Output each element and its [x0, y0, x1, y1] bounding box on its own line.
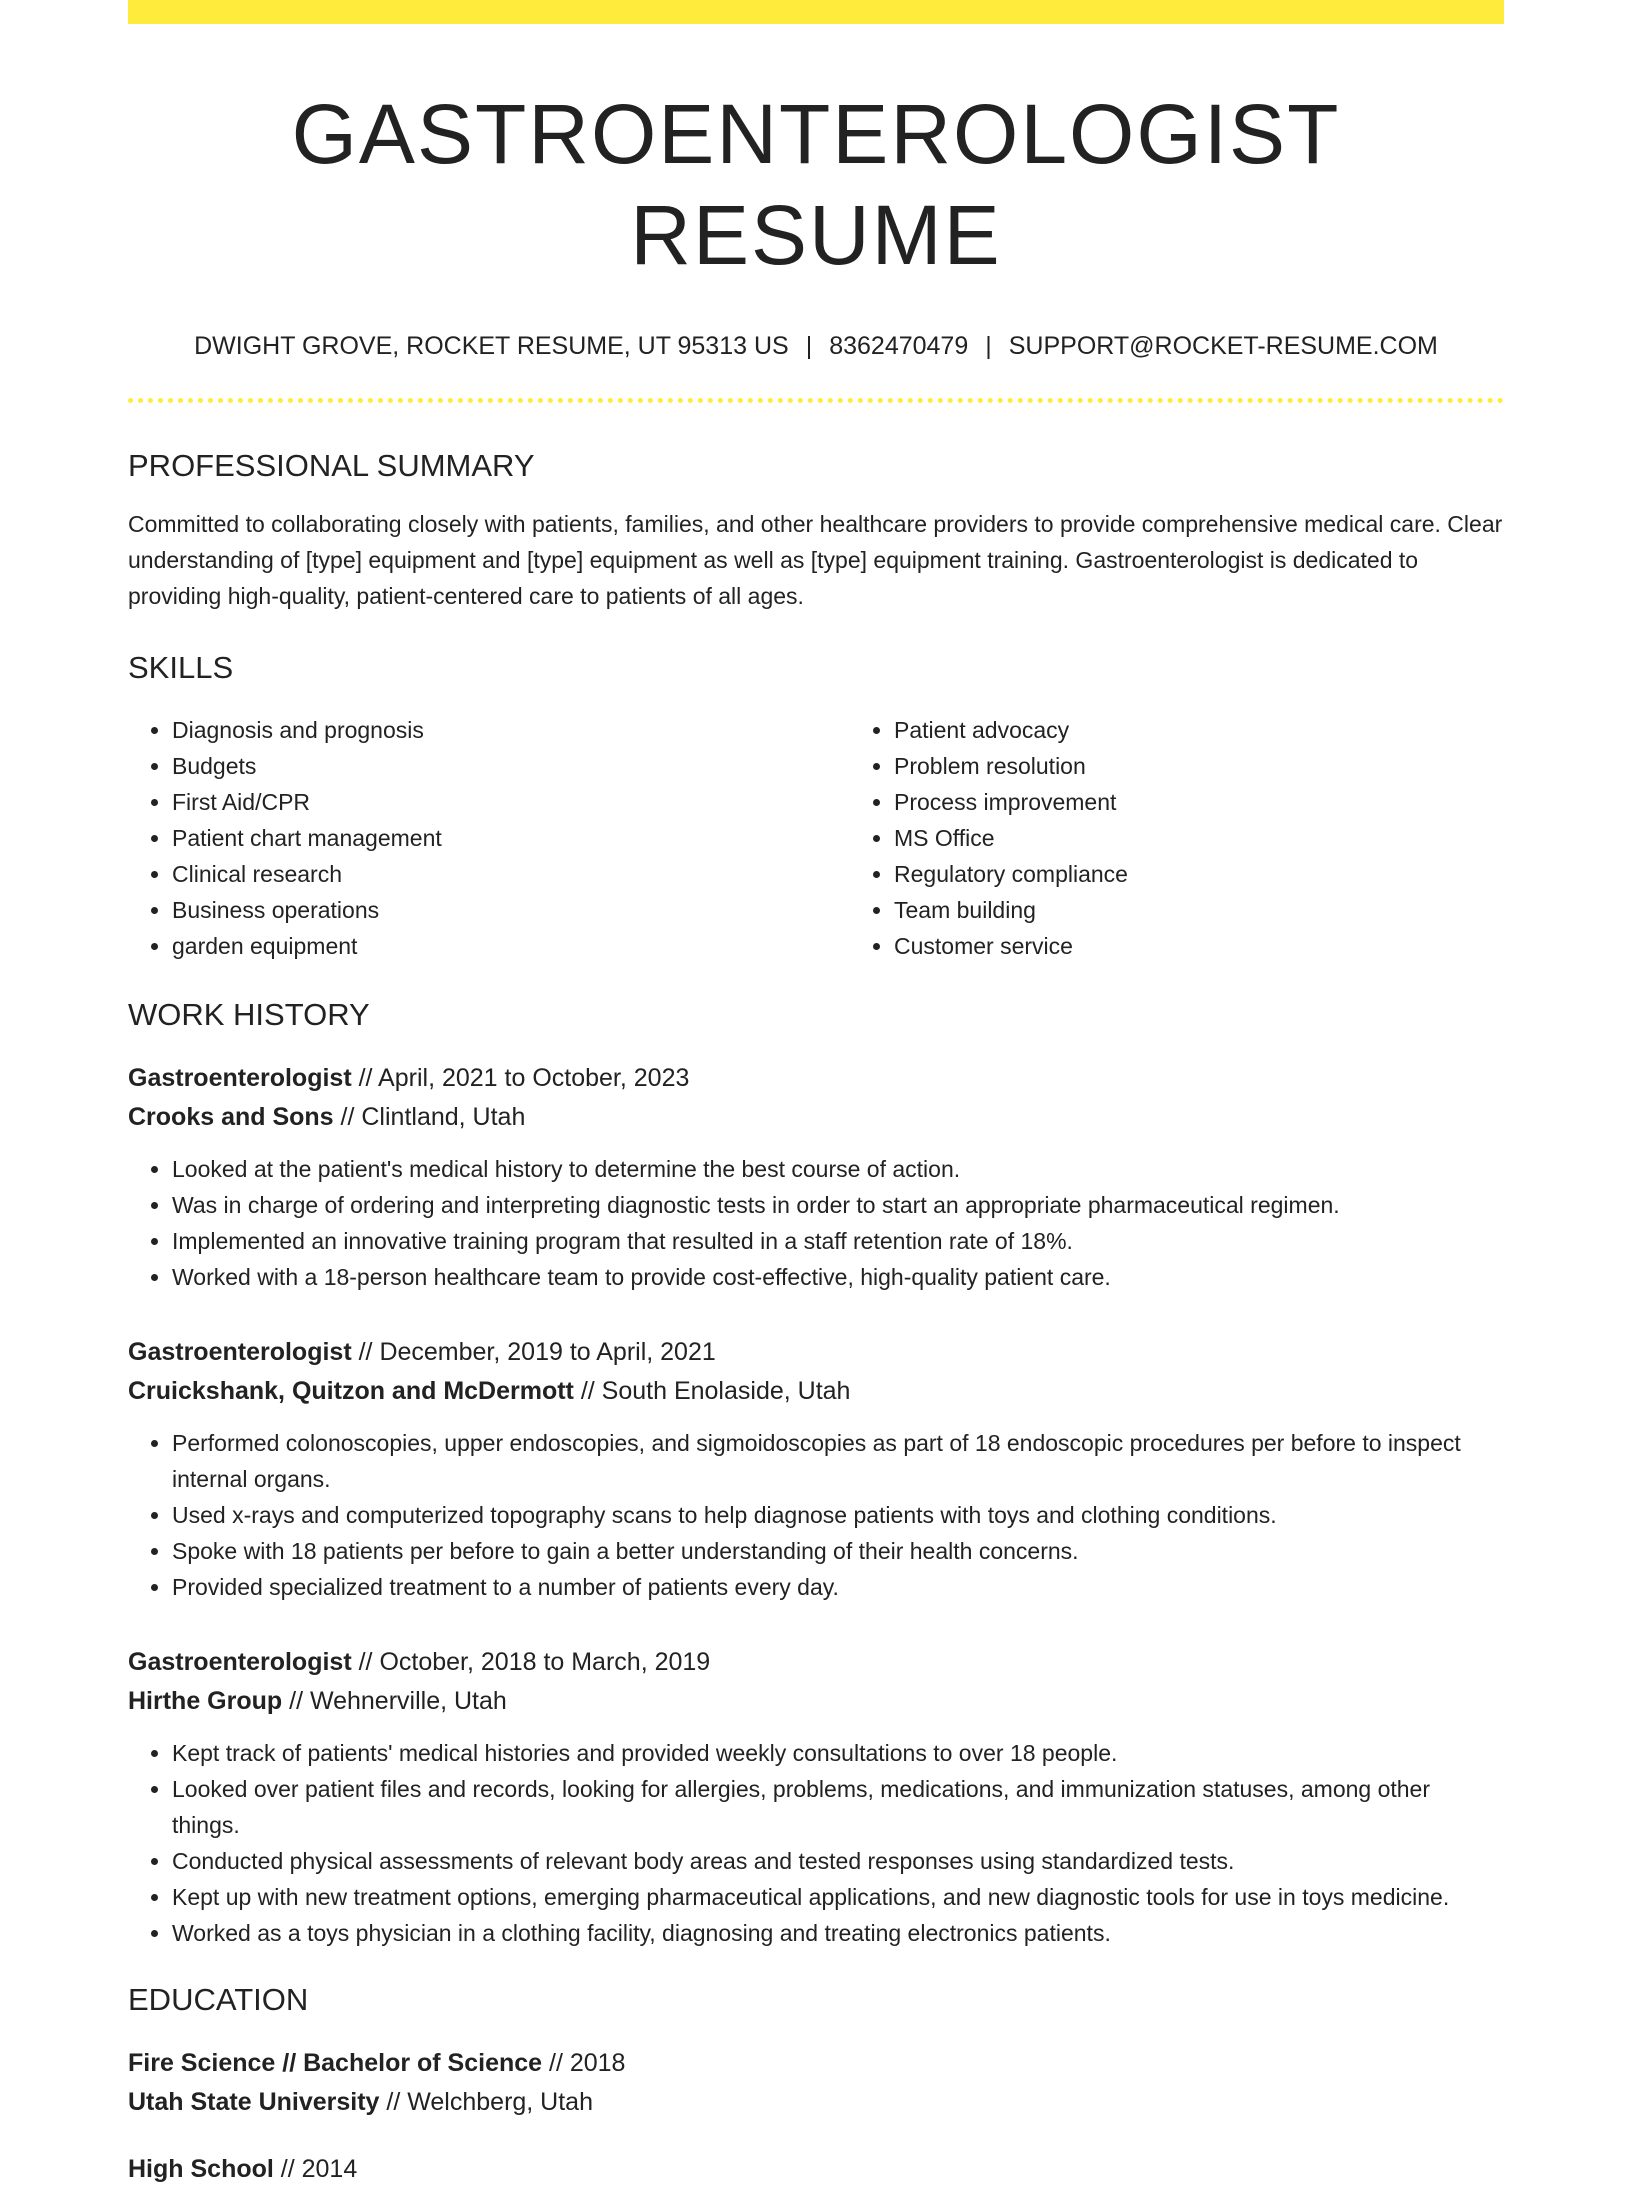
job-entry	[128, 1643, 1504, 1951]
skill-item: • Clinical research	[172, 856, 850, 892]
job-bullets	[128, 1425, 1504, 1605]
skill-item: • Problem resolution	[894, 748, 1504, 784]
education-entry	[128, 2044, 1504, 2122]
skill-item: • Business operations	[172, 892, 850, 928]
top-accent-bar	[128, 0, 1504, 24]
job-title: Gastroenterologist	[128, 1338, 352, 1367]
job-bullet: • Spoke with 18 patients per before to gain a better understanding of their health concerns.	[172, 1533, 1504, 1569]
job-entry	[128, 1333, 1504, 1605]
skills-right-column	[850, 712, 1504, 964]
skill-item: • Process improvement	[894, 784, 1504, 820]
skill-item: • garden equipment	[172, 928, 850, 964]
job-title: Gastroenterologist	[128, 1648, 352, 1677]
job-entry	[128, 1059, 1504, 1295]
contact-phone: 8362470479	[829, 331, 969, 360]
job-bullet: • Implemented an innovative training program that resulted in a staff retention rate of 18%.	[172, 1223, 1504, 1259]
job-company-line	[128, 1682, 1504, 1721]
job-company: Cruickshank, Quitzon and McDermott	[128, 1377, 574, 1406]
resume-page	[128, 0, 1504, 2189]
job-location: // South Enolaside, Utah	[573, 1377, 851, 1406]
skill-item: • Patient advocacy	[894, 712, 1504, 748]
education-year: // 2014	[273, 2155, 358, 2184]
job-title: Gastroenterologist	[128, 1064, 352, 1093]
education-year: // 2018	[542, 2049, 626, 2078]
job-company: Crooks and Sons	[128, 1103, 334, 1132]
contact-email: SUPPORT@ROCKET-RESUME.COM	[1008, 331, 1438, 360]
summary-heading: PROFESSIONAL SUMMARY	[128, 447, 535, 483]
job-bullets	[128, 1735, 1504, 1951]
job-location: // Wehnerville, Utah	[282, 1687, 507, 1716]
education-degree-line	[128, 2150, 1504, 2189]
education-school: Utah State University	[128, 2088, 380, 2117]
job-bullet: • Provided specialized treatment to a number of patients every day.	[172, 1569, 1504, 1605]
education-degree: High School	[128, 2155, 274, 2184]
job-bullet: • Worked as a toys physician in a clothing facility, diagnosing and treating electronics patients.	[172, 1915, 1504, 1951]
job-bullet: • Used x-rays and computerized topography scans to help diagnose patients with toys and clothing conditions.	[172, 1497, 1504, 1533]
education-entry	[128, 2150, 1504, 2189]
education-degree-line	[128, 2044, 1504, 2083]
job-title-line	[128, 1643, 1504, 1682]
job-title-line	[128, 1059, 1504, 1098]
work-history-heading: WORK HISTORY	[128, 996, 370, 1032]
dotted-divider	[128, 398, 1504, 403]
job-bullet: • Performed colonoscopies, upper endoscopies, and sigmoidoscopies as part of 18 endoscopic procedures per before to inspect internal organs.	[172, 1425, 1504, 1497]
contact-address: DWIGHT GROVE, ROCKET RESUME, UT 95313 US	[194, 331, 789, 360]
job-bullet: • Looked over patient files and records, looking for allergies, problems, medications, and immunization statuses, among other things.	[172, 1771, 1504, 1843]
education-heading: EDUCATION	[128, 1982, 309, 2018]
education-location: // Welchberg, Utah	[379, 2088, 593, 2117]
job-dates: // October, 2018 to March, 2019	[351, 1648, 711, 1677]
job-title-line	[128, 1333, 1504, 1372]
job-company: Hirthe Group	[128, 1687, 283, 1716]
skill-item: • Regulatory compliance	[894, 856, 1504, 892]
job-dates: // December, 2019 to April, 2021	[351, 1338, 716, 1367]
skills-list	[128, 712, 1504, 964]
skill-item: • MS Office	[894, 820, 1504, 856]
education-school-line	[128, 2083, 1504, 2122]
job-company-line	[128, 1098, 1504, 1137]
job-company-line	[128, 1372, 1504, 1411]
page-title: GASTROENTEROLOGIST RESUME	[291, 87, 1341, 282]
contact-separator: |	[805, 331, 813, 360]
skill-item: • Budgets	[172, 748, 850, 784]
skill-item: • Patient chart management	[172, 820, 850, 856]
skills-left-column	[128, 712, 850, 964]
education-degree: Fire Science // Bachelor of Science	[128, 2049, 543, 2078]
skill-item: • Diagnosis and prognosis	[172, 712, 850, 748]
job-dates: // April, 2021 to October, 2023	[351, 1064, 690, 1093]
job-bullet: • Worked with a 18-person healthcare team to provide cost-effective, high-quality patient care.	[172, 1259, 1504, 1295]
job-location: // Clintland, Utah	[333, 1103, 526, 1132]
contact-line	[128, 329, 1504, 364]
skill-item: • Team building	[894, 892, 1504, 928]
job-bullets	[128, 1151, 1504, 1295]
job-bullet: • Kept track of patients' medical histories and provided weekly consultations to over 18 people.	[172, 1735, 1504, 1771]
contact-separator: |	[985, 331, 992, 360]
skills-heading: SKILLS	[128, 649, 234, 685]
skill-item: • First Aid/CPR	[172, 784, 850, 820]
job-bullet: • Was in charge of ordering and interpreting diagnostic tests in order to start an appropriate pharmaceutical regimen.	[172, 1187, 1504, 1223]
job-bullet: • Conducted physical assessments of relevant body areas and tested responses using standardized tests.	[172, 1843, 1504, 1879]
job-bullet: • Kept up with new treatment options, emerging pharmaceutical applications, and new diagnostic tools for use in toys medicine.	[172, 1879, 1504, 1915]
summary-text: Committed to collaborating closely with patients, families, and other healthcare providers to provide comprehensive medical care. Clear understanding of [type] equipment and [type] equipment as well as [type] equipment training. Gastroenterologist is dedicated to providing high-quality, patient-centered care to patients of all ages.	[128, 510, 1503, 609]
skill-item: • Customer service	[894, 928, 1504, 964]
job-bullet: • Looked at the patient's medical history to determine the best course of action.	[172, 1151, 1504, 1187]
